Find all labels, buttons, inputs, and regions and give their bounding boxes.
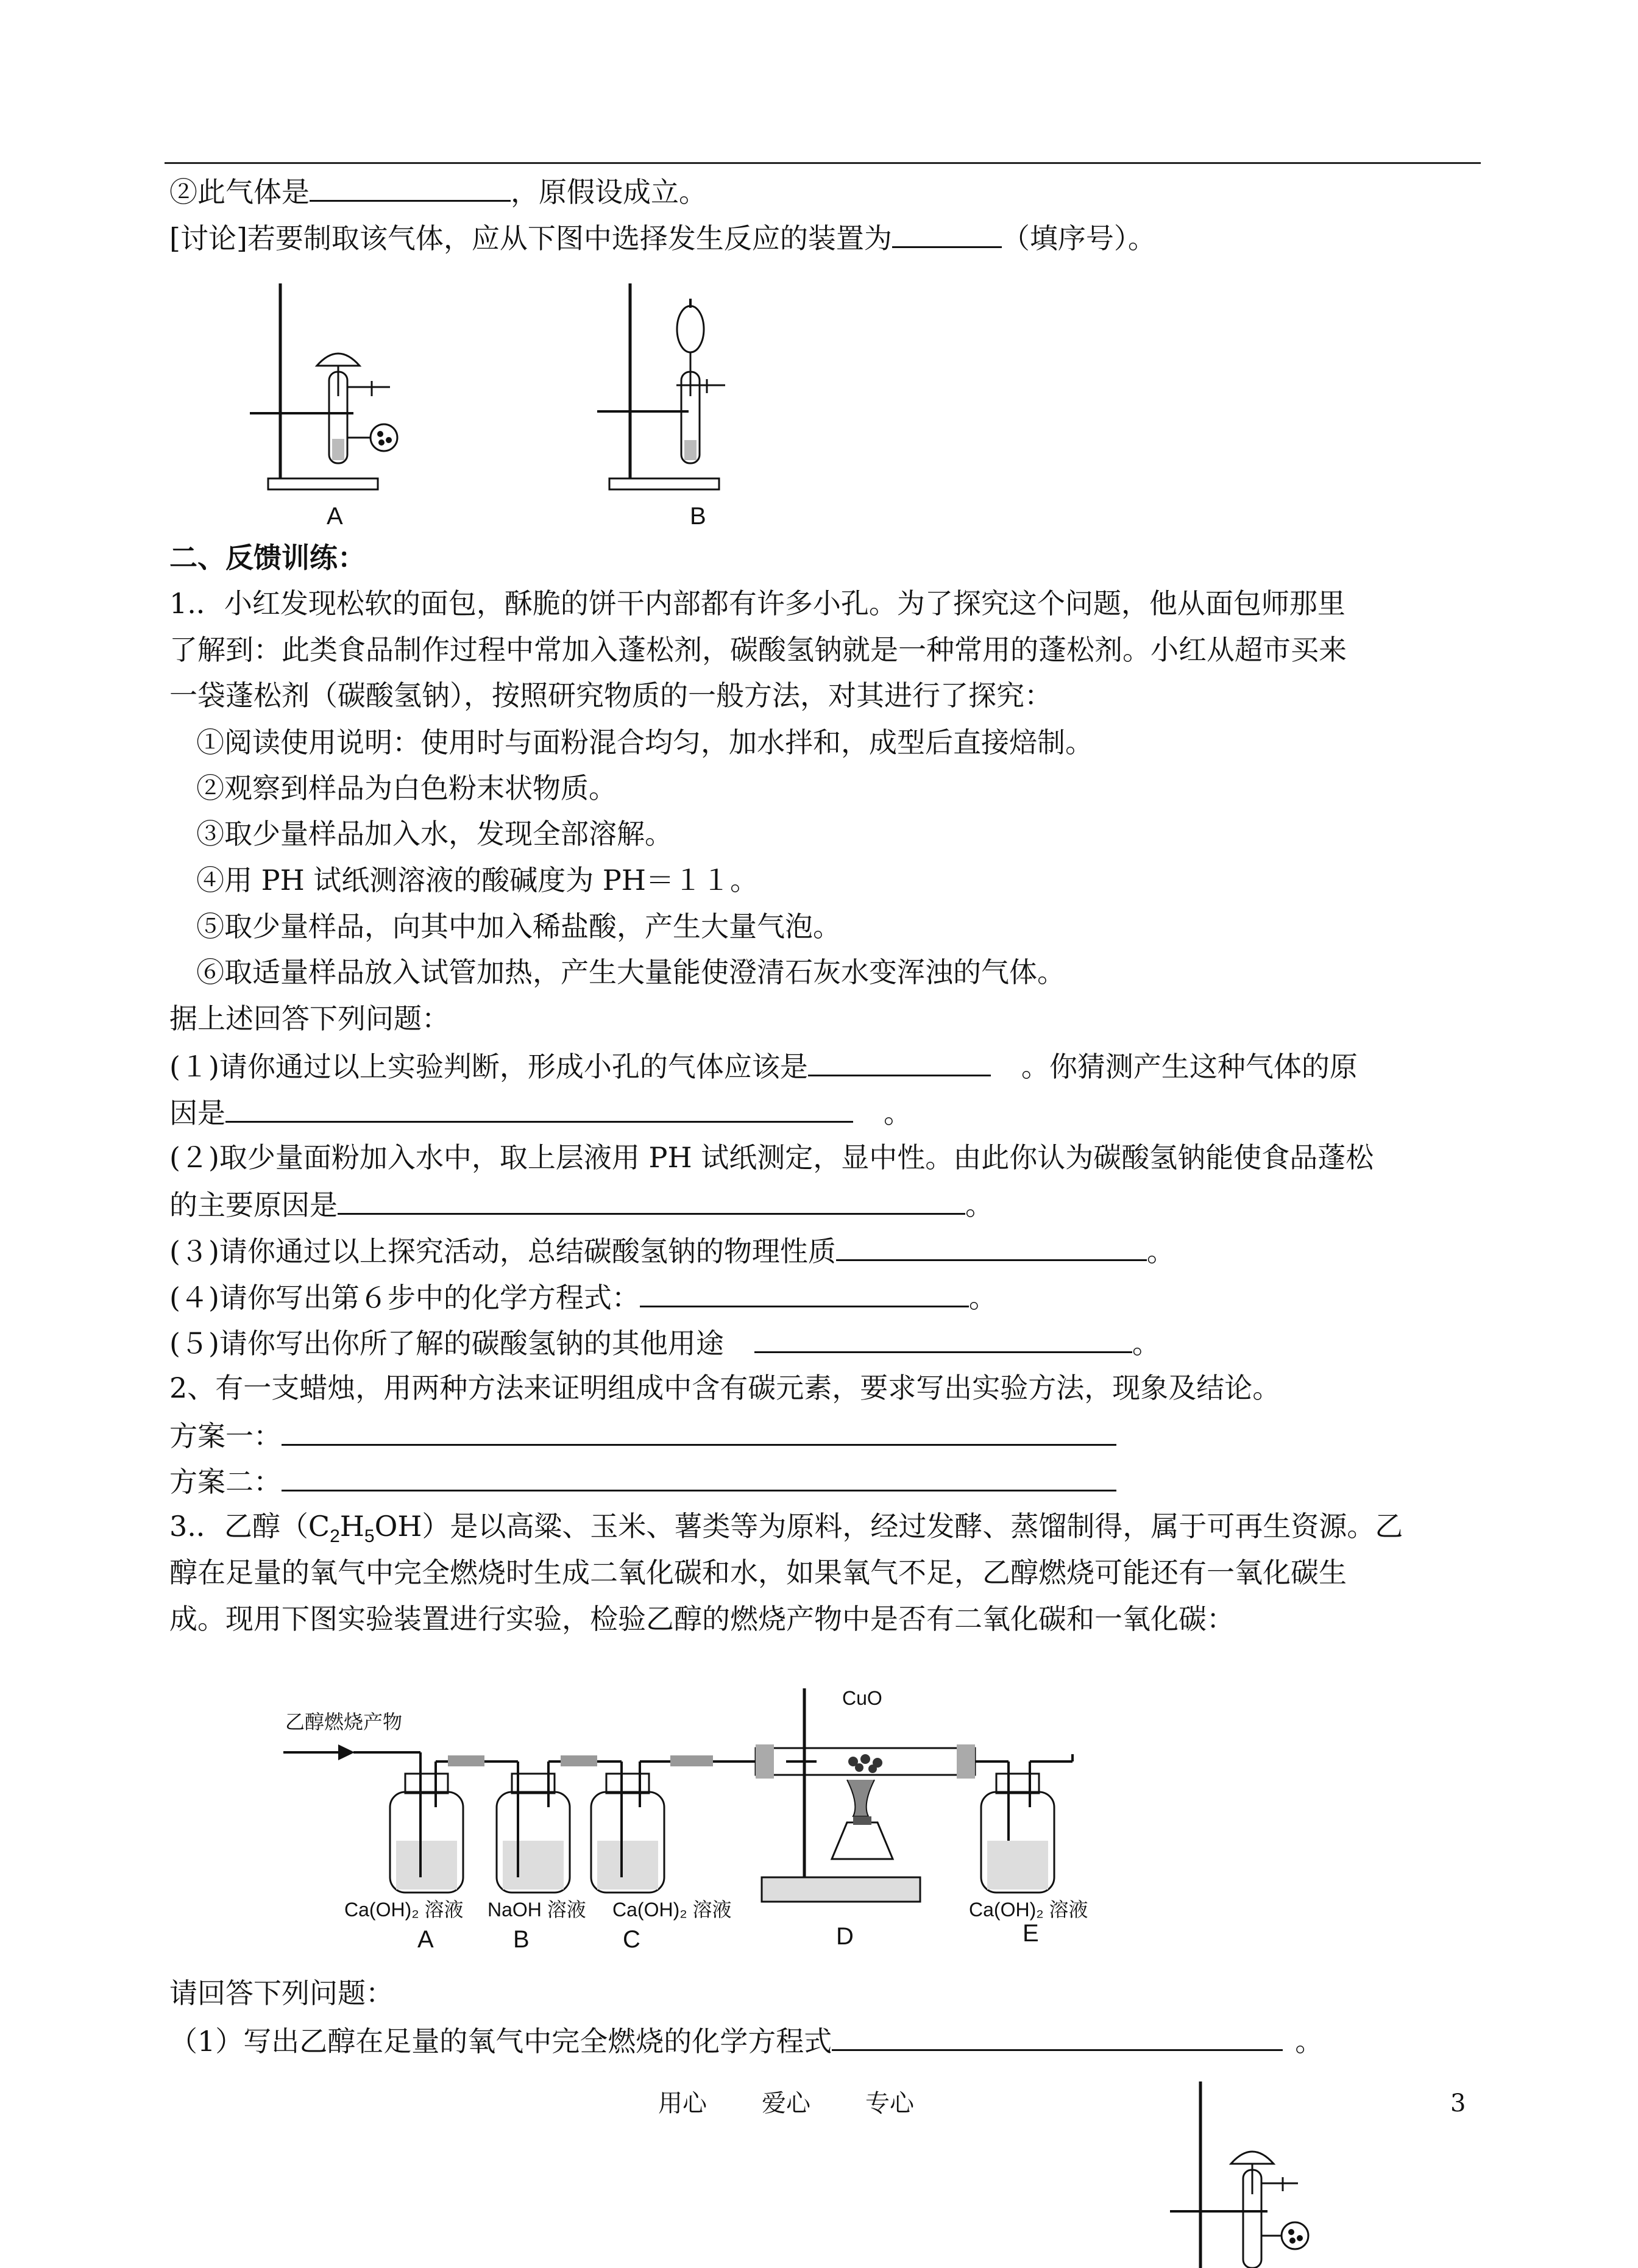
answer-blank[interactable] (338, 1185, 965, 1215)
sub5-suffix: 。 (1132, 1327, 1160, 1360)
sub2b-suffix: 。 (965, 1189, 993, 1221)
q3-line-1 (169, 1508, 1403, 1555)
please-answer: 请回答下列问题： (169, 1977, 394, 2010)
apparatus-partial-figure (1158, 2078, 1316, 2268)
apparatus-label-e: E (1023, 1920, 1039, 1947)
subscript-2: 2 (330, 1526, 340, 1547)
q1-line-3: 一袋蓬松剂（碳酸氢钠），按照研究物质的一般方法，对其进行了探究： (169, 679, 1052, 712)
q3-text-a: 3.．乙醇（C (169, 1510, 330, 1543)
discussion-line (169, 218, 1156, 257)
q2-prefix: ②此气体是 (169, 176, 310, 208)
plan-1-line (169, 1416, 1116, 1454)
sub5-prefix: (５)请你写出你所了解的碳酸氢钠的其他用途 (169, 1327, 724, 1360)
step-item: ①阅读使用说明：使用时与面粉混合均匀，加水拌和，成型后直接焙制。 (196, 726, 1093, 759)
solution-label-b: NaOH 溶液 (488, 1899, 586, 1921)
q3-sub1-suffix: 。 (1295, 2025, 1324, 2058)
step-item: ④用 PH 试纸测溶液的酸碱度为 PH＝１１。 (196, 864, 758, 897)
q1-line-1: 1.．小红发现松软的面包，酥脆的饼干内部都有许多小孔。为了探究这个问题，他从面包师那里 (169, 587, 1346, 620)
sub1-suffix: 。你猜测产生这种气体的原 (1021, 1050, 1358, 1083)
answer-intro: 据上述回答下列问题： (169, 1002, 450, 1035)
q2-candle-line: 2、有一支蜡烛，用两种方法来证明组成中含有碳元素，要求写出实验方法，现象及结论。 (169, 1371, 1281, 1404)
apparatus-label-a: A (417, 1926, 434, 1953)
solution-label-e: Ca(OH)₂ 溶液 (969, 1899, 1088, 1921)
sub1b-prefix: 因是 (169, 1097, 225, 1129)
cuo-label: CuO (842, 1687, 882, 1709)
figure-label-b: B (690, 503, 706, 530)
discussion-prefix: [讨论]若要制取该气体，应从下图中选择发生反应的装置为 (169, 222, 892, 255)
footer-motto (658, 2085, 914, 2122)
q1-line-2: 了解到：此类食品制作过程中常加入蓬松剂，碳酸氢钠就是一种常用的蓬松剂。小红从超市买来 (169, 633, 1347, 666)
inlet-label: 乙醇燃烧产物 (285, 1711, 403, 1733)
sub2b-prefix: 的主要原因是 (169, 1189, 338, 1221)
plan-2-label: 方案二： (169, 1465, 282, 1498)
answer-blank[interactable] (892, 218, 1002, 248)
answer-blank[interactable] (836, 1231, 1147, 1261)
apparatus-label-d: D (836, 1923, 854, 1950)
sub4-suffix: 。 (968, 1281, 997, 1314)
header-rule (165, 162, 1481, 164)
subscript-5: 5 (364, 1526, 375, 1547)
answer-blank[interactable] (640, 1278, 969, 1307)
sub4-prefix: (４)请你写出第６步中的化学方程式： (169, 1281, 640, 1314)
sub-question-5 (169, 1323, 1160, 1362)
q2-line (169, 172, 707, 210)
apparatus-b-figure (585, 280, 756, 500)
sub1-prefix: (１)请你通过以上实验判断，形成小孔的气体应该是 (169, 1050, 808, 1083)
q3-sub-question-1 (169, 2021, 1323, 2060)
sub-question-2: (２)取少量面粉加入水中，取上层液用 PH 试纸测定，显中性。由此你认为碳酸氢钠能使食品蓬松 (169, 1141, 1374, 1174)
section-heading: 二、反馈训练： (169, 541, 366, 574)
answer-blank[interactable] (282, 1462, 1116, 1491)
apparatus-label-b: B (513, 1926, 530, 1953)
step-item: ⑤取少量样品，向其中加入稀盐酸，产生大量气泡。 (196, 910, 841, 943)
step-item: ③取少量样品加入水，发现全部溶解。 (196, 817, 673, 850)
sub-question-4 (169, 1278, 997, 1316)
plan-2-line (169, 1462, 1116, 1500)
motto-2: 爱心 (762, 2089, 810, 2117)
motto-3: 专心 (865, 2089, 914, 2117)
sub3-suffix: 。 (1146, 1235, 1175, 1268)
sub3-prefix: (３)请你通过以上探究活动，总结碳酸氢钠的物理性质 (169, 1235, 836, 1268)
q3-sub1-prefix: （1）写出乙醇在足量的氧气中完全燃烧的化学方程式 (169, 2025, 832, 2058)
answer-blank[interactable] (282, 1416, 1116, 1446)
answer-blank[interactable] (754, 1323, 1132, 1353)
step-item: ②观察到样品为白色粉末状物质。 (196, 772, 617, 805)
answer-blank[interactable] (310, 172, 511, 202)
sub-question-3 (169, 1231, 1175, 1270)
q2-suffix: ，原假设成立。 (511, 176, 707, 208)
apparatus-a-figure (244, 280, 414, 500)
apparatus-label-c: C (623, 1926, 640, 1953)
q3-text-b: OH）是以高粱、玉米、薯类等为原料，经过发酵、蒸馏制得，属于可再生资源。乙 (374, 1510, 1403, 1543)
sub-question-1 (169, 1047, 1358, 1085)
answer-blank[interactable] (225, 1093, 853, 1123)
q3-h: H (339, 1510, 364, 1543)
solution-label-a: Ca(OH)₂ 溶液 (344, 1899, 464, 1921)
sub1b-suffix: 。 (884, 1097, 912, 1129)
figure-label-a: A (327, 503, 343, 530)
q3-line-2: 醇在足量的氧气中完全燃烧时生成二氧化碳和水，如果氧气不足，乙醇燃烧可能还有一氧化碳生 (169, 1556, 1347, 1589)
sub-question-1b (169, 1093, 912, 1131)
q3-line-3: 成。现用下图实验装置进行实验，检验乙醇的燃烧产物中是否有二氧化碳和一氧化碳： (169, 1602, 1235, 1635)
answer-blank[interactable] (808, 1047, 991, 1076)
motto-1: 用心 (658, 2089, 707, 2117)
page-number: 3 (1450, 2089, 1466, 2117)
sub-question-2b (169, 1185, 993, 1223)
solution-label-c: Ca(OH)₂ 溶液 (612, 1899, 732, 1921)
discussion-suffix: （填序号）。 (1001, 222, 1156, 255)
plan-1-label: 方案一： (169, 1420, 282, 1452)
step-item: ⑥取适量样品放入试管加热，产生大量能使澄清石灰水变浑浊的气体。 (196, 956, 1065, 989)
answer-blank[interactable] (832, 2021, 1283, 2051)
